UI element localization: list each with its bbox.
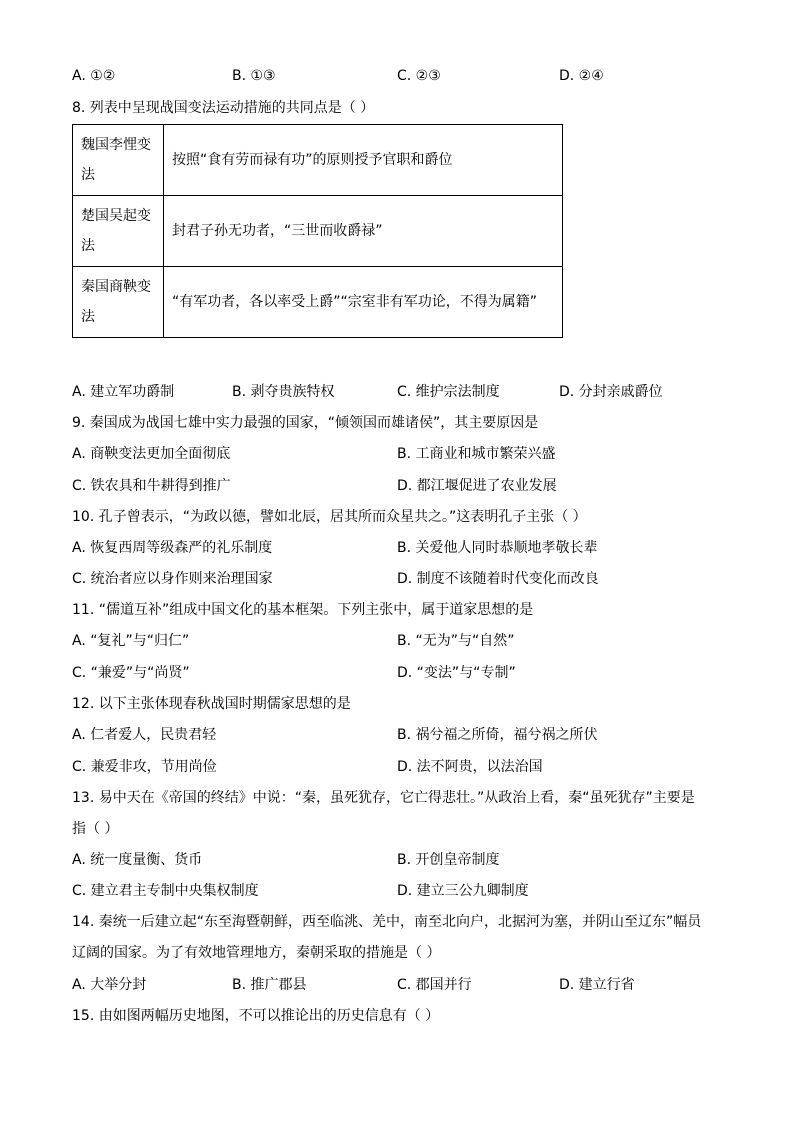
q9-option-d[interactable]: D. 都江堰促进了农业发展 bbox=[397, 478, 557, 494]
q10-options-row2 bbox=[72, 570, 732, 590]
q7-option-d[interactable]: D. ②④ bbox=[559, 68, 604, 84]
q9-option-a[interactable]: A. 商鞅变法更加全面彻底 bbox=[72, 446, 231, 462]
q13-stem-line2: 指（ ） bbox=[72, 821, 119, 837]
q7-option-b[interactable]: B. ①③ bbox=[232, 68, 276, 84]
table-row bbox=[73, 125, 563, 196]
q15-stem: 15. 由如图两幅历史地图，不可以推论出的历史信息有（ ） bbox=[72, 1008, 440, 1024]
q8-option-d[interactable]: D. 分封亲戚爵位 bbox=[559, 384, 663, 400]
q10-option-c[interactable]: C. 统治者应以身作则来治理国家 bbox=[72, 571, 273, 587]
q12-options-row2 bbox=[72, 758, 732, 778]
q11-option-a[interactable]: A. “复礼”与“归仁” bbox=[72, 633, 190, 649]
reform-desc: 封君子孙无功者，“三世而收爵禄” bbox=[164, 196, 563, 267]
q12-option-d[interactable]: D. 法不阿贵，以法治国 bbox=[397, 759, 543, 775]
q12-options-row1 bbox=[72, 726, 732, 746]
q14-option-d[interactable]: D. 建立行省 bbox=[559, 977, 635, 993]
q9-option-c[interactable]: C. 铁农具和牛耕得到推广 bbox=[72, 478, 231, 494]
q13-option-b[interactable]: B. 开创皇帝制度 bbox=[397, 852, 500, 868]
q14-option-b[interactable]: B. 推广郡县 bbox=[232, 977, 307, 993]
table-row bbox=[73, 267, 563, 338]
q13-option-a[interactable]: A. 统一度量衡、货币 bbox=[72, 852, 203, 868]
q12-option-a[interactable]: A. 仁者爱人，民贵君轻 bbox=[72, 727, 217, 743]
q12-option-b[interactable]: B. 祸兮福之所倚，福兮祸之所伏 bbox=[397, 727, 598, 743]
q11-options-row2 bbox=[72, 664, 732, 684]
q14-options bbox=[72, 976, 732, 996]
q11-option-d[interactable]: D. “变法”与“专制” bbox=[397, 665, 516, 681]
q12-stem: 12. 以下主张体现春秋战国时期儒家思想的是 bbox=[72, 696, 351, 712]
reform-name: 楚国吴起变法 bbox=[73, 196, 164, 267]
q9-stem: 9. 秦国成为战国七雄中实力最强的国家，“倾领国而雄诸侯”，其主要原因是 bbox=[72, 415, 539, 431]
reform-desc: “有军功者，各以率受上爵”“宗室非有军功论，不得为属籍” bbox=[164, 267, 563, 338]
q7-option-c[interactable]: C. ②③ bbox=[397, 68, 441, 84]
q13-options-row1 bbox=[72, 851, 732, 871]
q8-option-c[interactable]: C. 维护宗法制度 bbox=[397, 384, 500, 400]
q10-options-row1 bbox=[72, 539, 732, 559]
q11-option-c[interactable]: C. “兼爱”与“尚贤” bbox=[72, 665, 190, 681]
q9-options-row2 bbox=[72, 477, 732, 497]
q12-option-c[interactable]: C. 兼爱非攻，节用尚俭 bbox=[72, 759, 217, 775]
q8-stem: 8. 列表中呈现战国变法运动措施的共同点是（ ） bbox=[72, 100, 375, 116]
q14-option-a[interactable]: A. 大举分封 bbox=[72, 977, 147, 993]
q11-option-b[interactable]: B. “无为”与“自然” bbox=[397, 633, 515, 649]
q9-option-b[interactable]: B. 工商业和城市繁荣兴盛 bbox=[397, 446, 556, 462]
q14-stem-line1: 14. 秦统一后建立起“东至海暨朝鲜，西至临洮、羌中，南至北向户，北据河为塞，并阴山至辽东”幅员 bbox=[72, 914, 702, 930]
q11-stem: 11. “儒道互补”组成中国文化的基本框架。下列主张中，属于道家思想的是 bbox=[72, 602, 534, 618]
q13-options-row2 bbox=[72, 882, 732, 902]
q13-option-c[interactable]: C. 建立君主专制中央集权制度 bbox=[72, 883, 259, 899]
table-row bbox=[73, 196, 563, 267]
reform-table bbox=[72, 124, 563, 338]
q7-options bbox=[72, 67, 732, 87]
reform-desc: 按照“食有劳而禄有功”的原则授予官职和爵位 bbox=[164, 125, 563, 196]
q13-stem-line1: 13. 易中天在《帝国的终结》中说：“秦，虽死犹存，它亡得悲壮。”从政治上看，秦“虽死犹存”主要是 bbox=[72, 790, 695, 806]
q10-option-a[interactable]: A. 恢复西周等级森严的礼乐制度 bbox=[72, 540, 273, 556]
q14-stem-line2: 辽阔的国家。为了有效地管理地方，秦朝采取的措施是（ ） bbox=[72, 945, 441, 961]
q11-options-row1 bbox=[72, 632, 732, 652]
q13-option-d[interactable]: D. 建立三公九卿制度 bbox=[397, 883, 529, 899]
q14-option-c[interactable]: C. 郡国并行 bbox=[397, 977, 472, 993]
q10-option-b[interactable]: B. 关爱他人同时恭顺地孝敬长辈 bbox=[397, 540, 598, 556]
q7-option-a[interactable]: A. ①② bbox=[72, 68, 116, 84]
q8-options bbox=[72, 383, 732, 403]
q9-options-row1 bbox=[72, 445, 732, 465]
reform-name: 秦国商鞅变法 bbox=[73, 267, 164, 338]
reform-name: 魏国李悝变法 bbox=[73, 125, 164, 196]
q10-option-d[interactable]: D. 制度不该随着时代变化而改良 bbox=[397, 571, 599, 587]
q8-option-a[interactable]: A. 建立军功爵制 bbox=[72, 384, 175, 400]
q10-stem: 10. 孔子曾表示，“为政以德，譬如北辰，居其所而众星共之。”这表明孔子主张（ ） bbox=[72, 509, 587, 525]
q8-option-b[interactable]: B. 剥夺贵族特权 bbox=[232, 384, 335, 400]
